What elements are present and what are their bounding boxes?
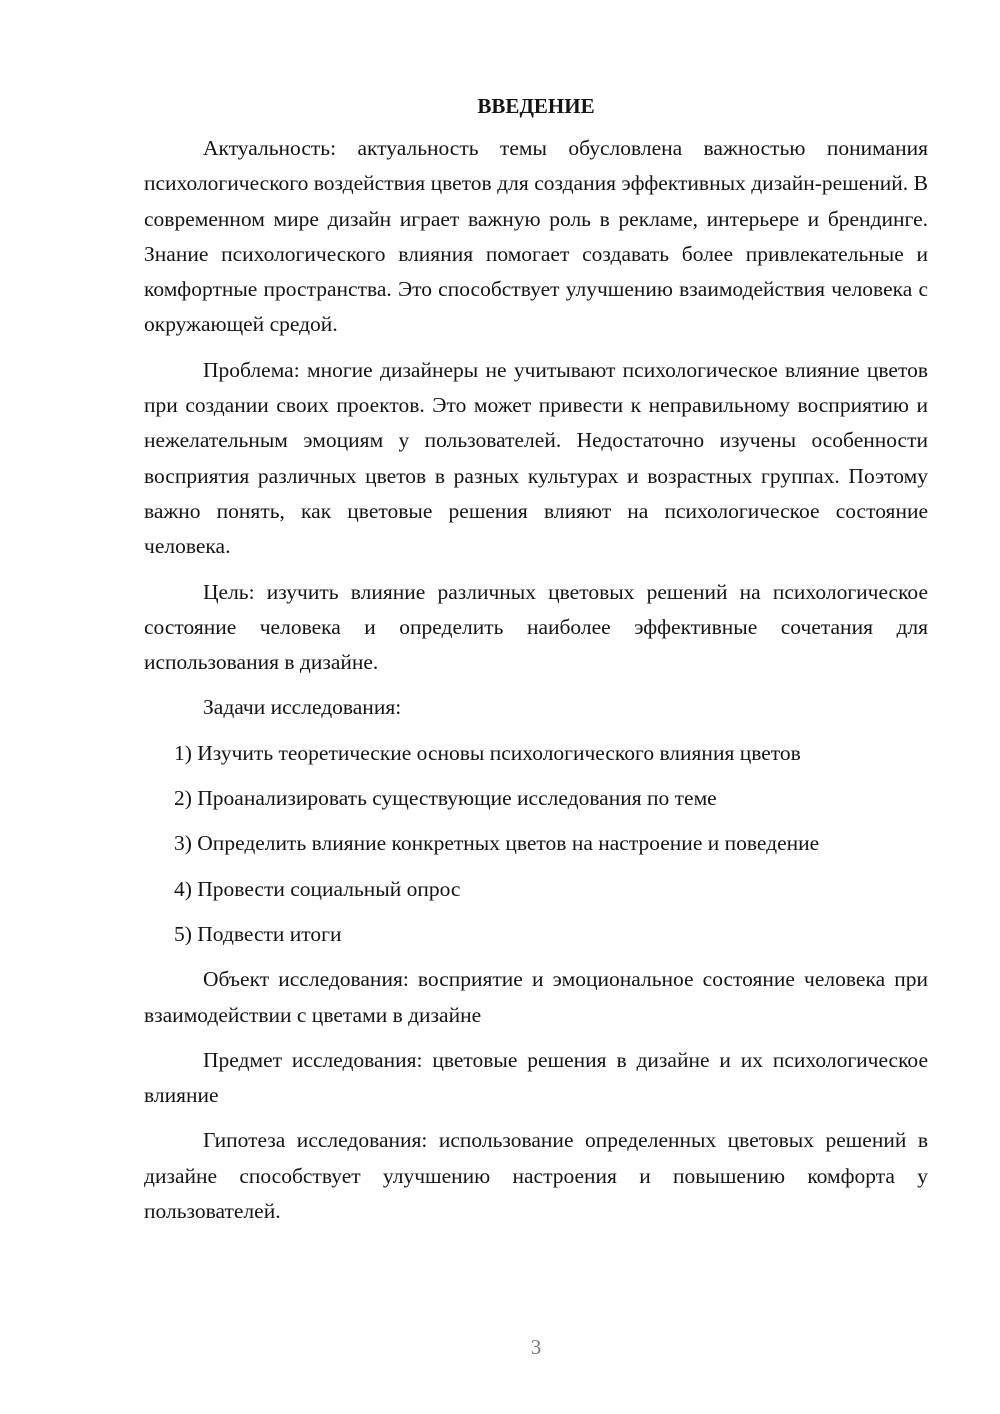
task-item-3: 3) Определить влияние конкретных цветов на настроение и поведение: [174, 831, 820, 856]
page-number: 3: [530, 1335, 542, 1359]
task-item-1: 1) Изучить теоретические основы психологического влияния цветов: [174, 740, 801, 765]
goal-paragraph: Цель: изучить влияние различных цветовых решений на психологическое состояние человека и определить наиболее эффективные сочетания для использования в дизайне.: [144, 579, 928, 675]
hypothesis-paragraph: Гипотеза исследования: использование определенных цветовых решений в дизайне способствует улучшению настроения и повышению комфорта у пользователей.: [144, 1128, 928, 1224]
task-item-2: 2) Проанализировать существующие исследования по теме: [174, 786, 717, 811]
problem-paragraph: Проблема: многие дизайнеры не учитывают психологическое влияние цветов при создании своих проектов. Это может привести к неправильному восприятию и нежелательным эмоциям у пользователей. Недостаточно изучены особенности восприятия различных цветов в разных культурах и возрастных группах. Поэтому важно понять, как цветовые решения влияют на психологическое состояние человека.: [144, 357, 928, 559]
tasks-title: Задачи исследования:: [203, 695, 402, 720]
subject-paragraph: Предмет исследования: цветовые решения в дизайне и их психологическое влияние: [144, 1047, 928, 1108]
relevance-paragraph: Актуальность: актуальность темы обусловлена важностью понимания психологического воздействия цветов для создания эффективных дизайн-решений. В современном мире дизайн играет важную роль в рекламе, интерьере и брендинге. Знание психологического влияния помогает создавать более привлекательные и комфортные пространства. Это способствует улучшению взаимодействия человека с окружающей средой.: [144, 136, 928, 337]
object-paragraph: Объект исследования: восприятие и эмоциональное состояние человека при взаимодействии с цветами в дизайне: [144, 967, 928, 1027]
task-item-5: 5) Подвести итоги: [174, 921, 342, 946]
page-title: ВВЕДЕНИЕ: [477, 94, 595, 118]
task-item-4: 4) Провести социальный опрос: [174, 876, 461, 901]
page-content: [144, 92, 928, 1239]
